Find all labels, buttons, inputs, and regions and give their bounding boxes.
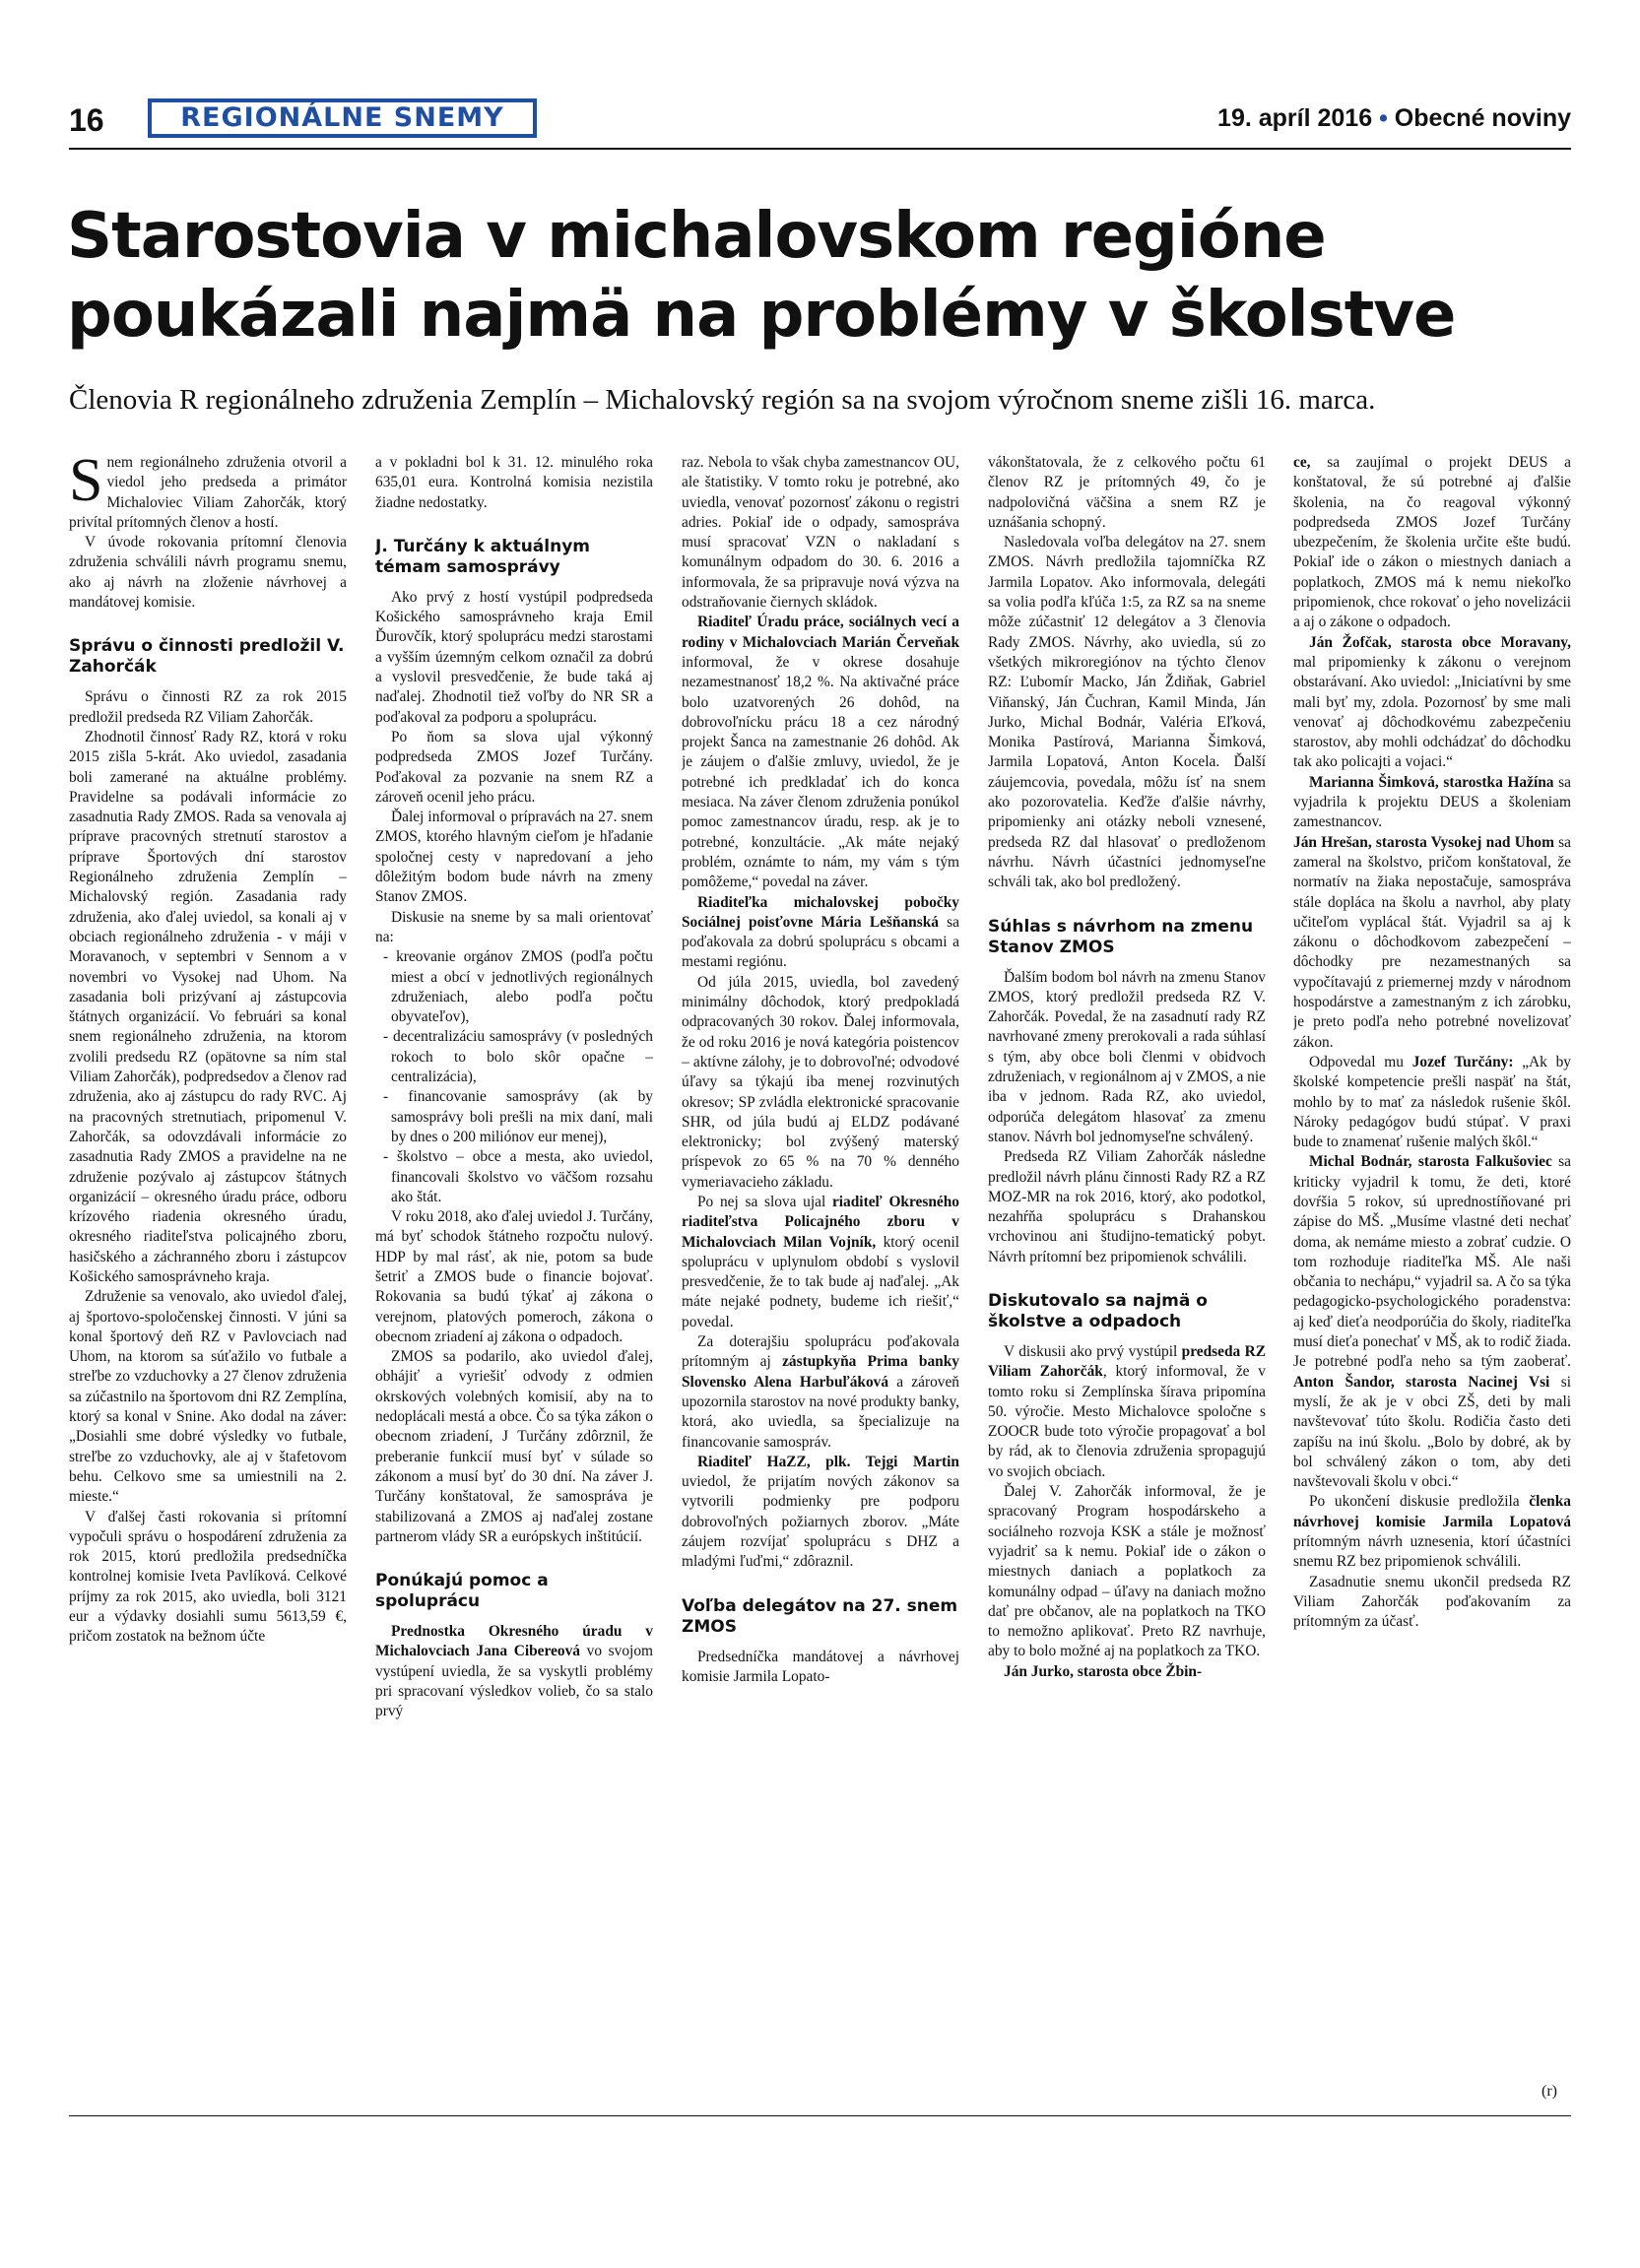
author-signature: (r) [1542, 2083, 1557, 2100]
paragraph: vákonštatovala, že z celkového počtu 61 členov RZ je prítomných 49, čo je nadpolovičná väčšina a snem RZ je uznášania schopný. [988, 454, 1266, 531]
paragraph: raz. Nebola to však chyba zamestnancov OU, ale štatistiky. V tomto roku je potrebné, ako uviedla, venovať pozornosť zákonu o registri adries. Pokiaľ ide o odpady, samospráva musí spracovať VZN o nakladaní s komunálnym odpadom do 30. 6. 2016 a informovala, že sa pripravuje nová výzva na odstraňovanie čiernych skládok. [682, 454, 959, 612]
page-header [69, 98, 1571, 146]
article-lead: Členovia R regionálneho združenia Zemplín – Michalovský región sa na svojom výročnom sneme zišli 16. marca. [69, 384, 1376, 416]
column-2 [375, 453, 653, 2078]
paragraph: Zasadnutie snemu ukončil predseda RZ Viliam Zahorčák poďakovaním za prítomným za účasť. [1293, 1573, 1571, 1631]
issue-date: 19. apríl 2016 [1217, 104, 1373, 132]
paragraph: Po nej sa slova ujal riaditeľ Okresného riaditeľstva Policajného zboru v Michalovciach Milan Vojník, ktorý ocenil spoluprácu v uplynulom období s vyslovil presvedčenie, že to tak bude aj naďalej. „Ak máte nejaké podnety, budeme ich riešiť,“ povedal. [682, 1193, 959, 1330]
paragraph: ZMOS sa podarilo, ako uviedol ďalej, obhájiť a vyriešiť odvody z odmien okrskových volebných komisií, aby na to nedoplácali mestá a obce. Čo sa týka zákon o obecnom zriadení, J Turčány zdôrznil, že preberanie funkcií musí byť v súlade so zákonom a musí byť do 30 dní. Na záver J. Turčány konštatoval, že samospráva je stabilizovaná a ZMOS aj naďalej zostane partnerom vlády SR a európskych inštitúcií. [375, 1348, 653, 1545]
paragraph: Ján Jurko, starosta obce Žbin- [1004, 1662, 1203, 1680]
header-rule [69, 148, 1571, 150]
subheading: J. Turčány k aktuálnym témam samosprávy [375, 536, 590, 577]
paragraph: Diskusie na sneme by sa mali orientovať na: [375, 908, 653, 945]
paragraph: Marianna Šimková, starostka Hažína sa vyjadrila k projektu DEUS a školeniam zamestnancov. [1293, 773, 1571, 831]
paragraph: ce, sa zaujímal o projekt DEUS a konštatoval, že sú potrebné aj ďalšie školenia, na čo reagoval výkonný podpredseda ZMOS Jozef Turčány ubezpečením, že školenia určite ešte budú. Pokiaľ ide o zákon o miestnych daniach a poplatkoch, ZMOS má k nemu niekoľko pripomienok, chce rokovať o jeho novelizácii a aj o zákone o odpadoch. [1293, 454, 1571, 631]
paragraph: Riaditeľ HaZZ, plk. Tejgi Martin uviedol, že prijatím nových zákonov sa vytvorili podmienky pre podporu dobrovoľných požiarnych zborov. „Máte záujem rozvíjať spoluprácu s DHZ a mladými ľuďmi,“ zdôraznil. [682, 1453, 959, 1571]
paragraph: Ján Žofčak, starosta obce Moravany, mal pripomienky k zákonu o verejnom obstarávaní. Ako uviedol: „Iniciatívni by sme mali byť my, zdola. Pozornosť by sme mali venovať aj dôchodkovému zabezpečeniu starostov, aby mohli odchádzať do dôchodku tak ako policajti a vojaci.“ [1293, 633, 1571, 771]
issue-separator: • [1379, 104, 1388, 132]
subheading: Diskutovalo sa najmä o školstve a odpadoch [988, 1290, 1208, 1331]
column-4 [988, 453, 1266, 2078]
list-item: - kreovanie orgánov ZMOS (podľa počtu miest a obcí v jednotlivých regionálnych združeniach, alebo podľa počtu obyvateľov), [383, 948, 653, 1026]
publication-name: Obecné noviny [1394, 104, 1571, 132]
column-1 [69, 453, 347, 2078]
paragraph: Michal Bodnár, starosta Falkušoviec sa kriticky vyjadril k tomu, že deti, ktoré dovŕšia 5 rokov, sú uprednostíňované pri zápise do MŠ. „Musíme vlastné deti nechať doma, ak nemáme miesto a zobrať cudzie. O tom rozhoduje riaditeľka MŠ. Ale naši občania to nechápu,“ vyjadril sa. A čo sa týka pedagogicko-psychologického poradenstva: aj keď dieťa neodporúčia do školy, riaditeľka musí dieťa ponechať v MŠ, ak to rodič žiada. Je potrebné podľa neho sa tým zaoberať. Anton Šandor, starosta Nacinej Vsi si myslí, že ak je v obci ZŠ, deti by mali navštevovať túto školu. Rodičia často deti zapíšu na inú školu. „Bolo by dobré, ak by bol schválený zákon o tom, aby deti navštevovali školu v obci.“ [1293, 1153, 1571, 1491]
paragraph: V roku 2018, ako ďalej uviedol J. Turčány, má byť schodok štátneho rozpočtu nulový. HDP by mal rásť, ak nie, potom sa bude šetriť a ZMOS bude o financie bojovať. Rokovania sa budú týkať aj zákona o verejnom, platových pomeroch, zákona o obecnom zriadení aj zákona o odpadoch. [375, 1208, 653, 1345]
topic-list [375, 947, 653, 1207]
paragraph: Za doterajšiu spoluprácu poďakovala prítomným aj zástupkyňa Prima banky Slovensko Alena Harbuľáková a zároveň upozornila starostov na nové produkty banky, ktorá, ako uviedla, sa špecializuje na financovanie samospráv. [682, 1333, 959, 1451]
paragraph: V ďalšej časti rokovania si prítomní vypočuli správu o hospodárení združenia za rok 2015, ktorú predložila predsedníčka kontrolnej komisie Iveta Pavlíková. Celkové príjmy za rok 2015, ako uviedla, boli 3121 eur a výdavky dosiahli sumu 5613,59 €, pričom zostatok na bežnom účte [69, 1508, 347, 1646]
paragraph: Po ňom sa slova ujal výkonný podpredseda ZMOS Jozef Turčány. Poďakoval za pozvanie na snem RZ a zároveň ocenil jeho prácu. [375, 728, 653, 806]
column-3 [682, 453, 959, 2078]
footer-rule [69, 2115, 1571, 2116]
paragraph: Ako prvý z hostí vystúpil podpredseda Košického samosprávneho kraja Emil Ďurovčík, ktorý spoluprácu medzi starostami a vyšším územným celkom označil za dobrú a vyslovil presvedčenie, že bude taká aj naďalej. Zhodnotil tiež voľby do NR SR a poďakoval za podporu a spoluprácu. [375, 588, 653, 726]
paragraph: Snem regionálneho združenia otvoril a viedol jeho predseda a primátor Michaloviec Viliam Zahorčák, ktorý privítal prítomných členov a hostí. [69, 453, 347, 531]
paragraph: Ďalej informoval o prípravách na 27. snem ZMOS, ktorého hlavným cieľom je hľadanie spoločnej cesty v napredovaní a jeho dôležitým bodom bude návrh na zmeny Stanov ZMOS. [375, 809, 653, 906]
article-title: Starostovia v michalovskom regióne poukázali najmä na problémy v školstve [67, 200, 1456, 352]
paragraph: Predseda RZ Viliam Zahorčák následne predložil návrh plánu činnosti Rady RZ a RZ MOZ-MR na rok 2016, ktorý, ako podotkol, nezahŕňa spoluprácu s Drahanskou vrchovinou ani študijno-tematický pobyt. Návrh prítomní bez pripomienok schválili. [988, 1148, 1266, 1265]
paragraph: Riaditeľka michalovskej pobočky Sociálnej poisťovne Mária Lešňanská sa poďakovala za dobrú spoluprácu s obcami a mestami regiónu. [682, 893, 959, 971]
subheading: Súhlas s návrhom na zmenu Stanov ZMOS [988, 916, 1254, 957]
subheading: Správu o činnosti predložil V. Zahorčák [69, 636, 345, 678]
paragraph: Predsedníčka mandátovej a návrhovej komisie Jarmila Lopato- [682, 1648, 959, 1685]
paragraph: V diskusii ako prvý vystúpil predseda RZ Viliam Zahorčák, ktorý informoval, že v tomto roku si Zemplínska šírava pripomína 50. výročie. Mesto Michalovce spoločne s ZOOCR bude toto výročie propagovať a bol by rád, ak to členovia združenia spropagujú vo svojich obciach. [988, 1342, 1266, 1480]
column-5 [1293, 453, 1571, 2078]
subheading: Ponúkajú pomoc a spoluprácu [375, 1571, 549, 1612]
list-item: - financovanie samosprávy (ak by samosprávy boli prešli na mix daní, mali by dnes o 200 miliónov eur menej), [383, 1088, 653, 1145]
list-item: - decentralizáciu samosprávy (v posledných rokoch to bolo skôr opačne – centralizácia), [383, 1028, 653, 1086]
paragraph: Odpovedal mu Jozef Turčány: „Ak by školské kompetencie prešli naspäť na štát, mohlo by to mať za následok rušenie škôl. Nároky pedagógov budú stúpať. V praxi bude to znamenať rušenie malých škôl.“ [1293, 1053, 1571, 1151]
paragraph: Prednostka Okresného úradu v Michalovciach Jana Cibereová vo svojom vystúpení uviedla, že sa vyskytli problémy pri spracovaní výsledkov volieb, čo sa stalo prvý [375, 1623, 653, 1720]
paragraph: Po ukončení diskusie predložila členka návrhovej komisie Jarmila Lopatová prítomným návrh uznesenia, ktorí účastníci snemu RZ bez pripomienok schválili. [1293, 1493, 1571, 1571]
article-body [69, 453, 1571, 2078]
drop-cap: S [69, 453, 103, 514]
section-label: REGIONÁLNE SNEMY [148, 98, 537, 138]
paragraph: Riaditeľ Úradu práce, sociálnych vecí a rodiny v Michalovciach Marián Červeňak informoval, že v okrese dosahuje nezamestnanosť 18,2 %. Na aktivačné práce bolo uzatvorených 26 dohôd, na dobrovoľnícku prácu 18 a cez národný projekt Šanca na zamestnanie 26 dohôd. Ak je záujem o ďalšie zmluvy, uviedol, že je potrebné ich predkladať ich do konca mesiaca. Na záver členom združenia ponúkol pomoc zamestnancov úradu, resp. ak je to potrebné, konzultácie. „Ak máte nejaký problém, oznámte to nám, my vám s tým pomôžeme,“ povedal na záver. [682, 614, 959, 891]
paragraph: Ján Hrešan, starosta Vysokej nad Uhom sa zameral na školstvo, pričom konštatoval, že normatív na žiaka nepostačuje, samospráva stále dopláca na školu a navrhol, aby platy učiteľom vyplácal štát. Vyjadril sa aj k zákonu o dôchodkovom zabezpečení – dôchodky pre nezamestnaných sa vypočítavajú z priemernej mzdy v národnom hospodárstve a zamestnaným z ich zárobku, je preto podľa neho potrebné novelizovať zákon. [1293, 833, 1571, 1051]
page-number: 16 [69, 102, 104, 138]
paragraph: Od júla 2015, uviedla, bol zavedený minimálny dôchodok, ktorý predpokladá odpracovaných 30 rokov. Ďalej informovala, že od roku 2016 je nová kategória poistencov – aktívne zálohy, je to dobrovoľné; odvodové úľavy sa týkajú iba menej rozvinutých okresov; SP zvládla elektronické spracovanie SHR, od júla budú aj ELDZ podávané elektronicky; bol zvýšený materský príspevok zo 65 % na 70 % denného vymeriavacieho základu. [682, 973, 959, 1191]
paragraph: Ďalej V. Zahorčák informoval, že je spracovaný Program hospodárskeho a sociálneho rozvoja KSK a stále je možnosť vyjadriť sa k nemu. Pokiaľ ide o zákon o miestnych daniach a poplatkoch za komunálny odpad – úľavy na daniach možno dať pre občanov, ale na poplatkoch na TKO to nemožno aplikovať. Preto RZ navrhuje, aby to bolo možné aj na poplatkoch za TKO. [988, 1483, 1266, 1660]
paragraph: Zhodnotil činnosť Rady RZ, ktorá v roku 2015 zišla 5-krát. Ako uviedol, zasadania boli zamerané na aktuálne problémy. Pravidelne sa podávali informácie zo zasadnutia Rady ZMOS. Rada sa venovala aj príprave pracovných stretnutí starostov a príprave Športových dní starostov Regionálneho združenia Zemplín – Michalovský región. Zasadania rady združenia, ako ďalej uviedol, sa konali aj v obciach regionálneho združenia - v máji v Moravanoch, v septembri v Sennom a v novembri vo Vysokej nad Uhom. Na zasadania boli prizývaní aj zástupcovia štátnych organizácií. Vo februári sa konal snem regionálneho združenia, na ktorom zvolili predsedu RZ (opätovne sa ním stal Viliam Zahorčák), podpredsedov a členov rad združenia, ako aj zástupcu do rady RVC. Aj na pracovných stretnutiach, pripomenul V. Zahorčák, sa odovzdávali informácie zo zasadnutia Rady ZMOS a pravidelne na ne združenie pozývalo aj zástupcov štátnych organizácií – okresného úradu práce, odboru krízového riadenia okresného úradu, okresného riaditeľstva policajného zboru, hasičského a záchranného zboru i zástupcov Košického samosprávneho kraja. [69, 728, 347, 1285]
paragraph: Správu o činnosti RZ za rok 2015 predložil predseda RZ Viliam Zahorčák. [69, 688, 347, 726]
subheading: Voľba delegátov na 27. snem ZMOS [682, 1595, 958, 1637]
list-item: - školstvo – obce a mesta, ako uviedol, financovali školstvo vo väčšom rozsahu ako štát. [383, 1148, 653, 1205]
paragraph: Združenie sa venovalo, ako uviedol ďalej, aj športovo-spoločenskej činnosti. V júni sa konal športový deň RZ v Pavlovciach nad Uhom, na ktorom sa súťažilo vo futbale a streľbe zo vzduchovky a 27 členov združenia sa zúčastnilo na športovom dni RZ Zemplína, ktorý sa konal v Snine. Ako dodal na záver: „Dosiahli sme dobré výsledky vo futbale, streľbe zo vzduchovky, ale aj v štafetovom behu. Celkovo sme sa umiestnili na 2. mieste.“ [69, 1288, 347, 1506]
paragraph: Nasledovala voľba delegátov na 27. snem ZMOS. Návrh predložila tajomníčka RZ Jarmila Lopatov. Ako informovala, delegáti sa volia podľa kľúča 1:5, za RZ sa na sneme môže zúčastniť 12 delegátov a 3 členovia Rady ZMOS. Návrhy, ako uviedla, sú zo všetkých mikroregiónov na týchto členov RZ: Ľubomír Macko, Ján Ždiňak, Gabriel Viňanský, Ján Čuchran, Kamil Minda, Ján Jurko, Michal Bodnár, Valéria Eľková, Monika Pastírová, Marianna Šimková, Jarmila Lopatová, Anton Kocela. Ďalší záujemcovia, povedala, môžu ísť na snem ako pozorovatelia. Keďže ďalšie návrhy, pripomienky ani otázky neboli vznesené, predseda RZ dal hlasovať o predloženom návrhu. Návrh účastníci jednomyseľne schváli tak, ako bol predložený. [988, 534, 1266, 891]
paragraph: V úvode rokovania prítomní členovia združenia schválili návrh programu snemu, ako aj návrh na zloženie návrhovej a mandátovej komisie. [69, 534, 347, 612]
issue-info [1217, 104, 1571, 133]
paragraph: a v pokladni bol k 31. 12. minulého roka 635,01 eura. Kontrolná komisia nezistila žiadne nedostatky. [375, 454, 653, 511]
paragraph: Ďalším bodom bol návrh na zmenu Stanov ZMOS, ktorý predložil predseda RZ V. Zahorčák. Povedal, že na zasadnutí rady RZ navrhované zmeny prerokovali a rada súhlasí s tým, aby obce boli členmi v obidvoch združeniach, v regionálnom aj v ZMOS, a nie iba v jednom. Rada RZ, ako uviedol, odporúča delegátom hlasovať za zmenu stanov. Návrh bol jednomyseľne schválený. [988, 968, 1266, 1145]
